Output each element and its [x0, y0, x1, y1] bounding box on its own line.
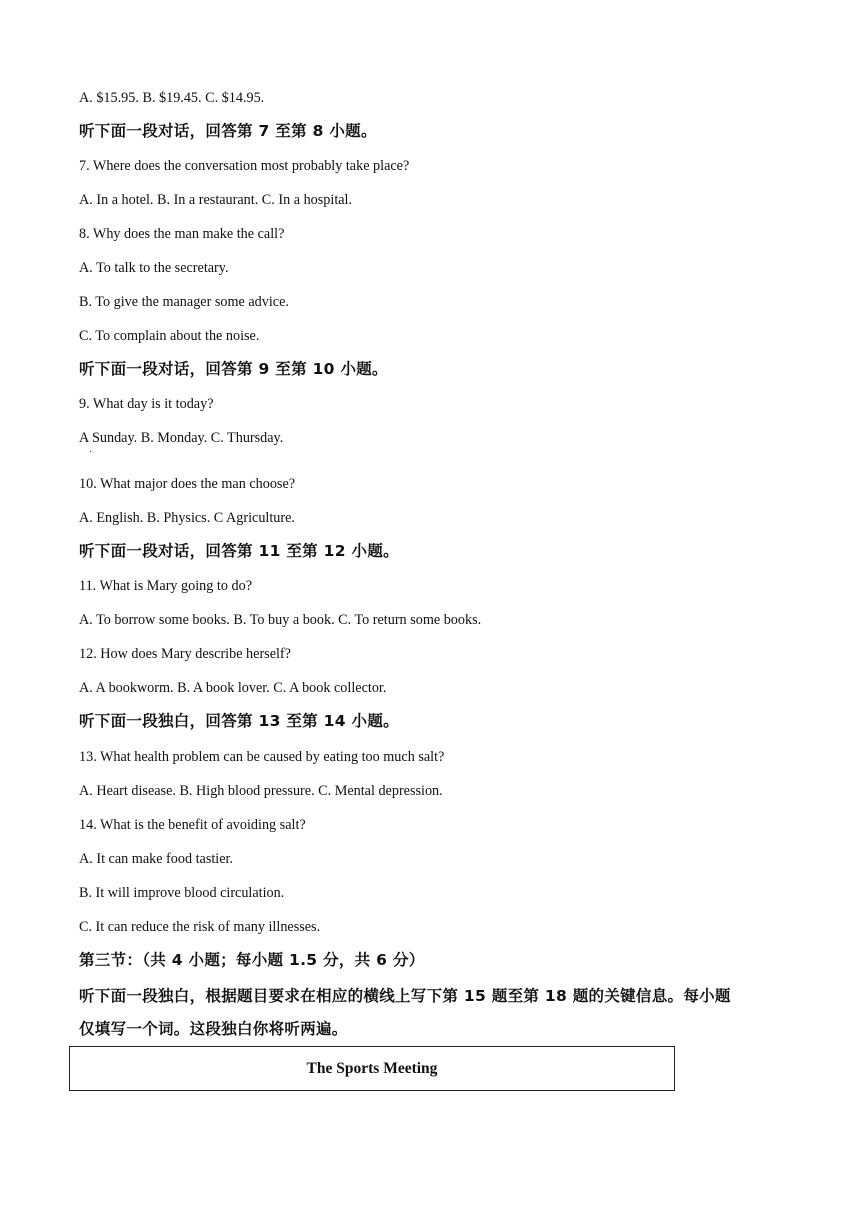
part-three-heading: 第三节：（共 4 小题；每小题 1.5 分，共 6 分） — [79, 951, 425, 969]
sports-meeting-table — [69, 1046, 675, 1091]
q8-option-b: B. To give the manager some advice. — [79, 294, 289, 310]
q10-options: A. English. B. Physics. C Agriculture. — [79, 510, 295, 526]
q14-option-a: A. It can make food tastier. — [79, 851, 234, 867]
question-14: 14. What is the benefit of avoiding salt? — [79, 817, 306, 833]
table-title: The Sports Meeting — [306, 1059, 438, 1077]
question-11: 11. What is Mary going to do? — [79, 578, 252, 594]
question-13: 13. What health problem can be caused by eating too much salt? — [79, 749, 445, 765]
q13-options: A. Heart disease. B. High blood pressure. C. Mental depression. — [79, 783, 443, 799]
question-9: 9. What day is it today? — [79, 396, 214, 412]
q12-options: A. A bookworm. B. A book lover. C. A book collector. — [79, 680, 387, 696]
q14-option-b: B. It will improve blood circulation. — [79, 885, 285, 901]
section-heading-q11-12: 听下面一段对话，回答第 11 至第 12 小题。 — [79, 542, 399, 560]
q8-option-a: A. To talk to the secretary. — [79, 260, 229, 276]
section-heading-q7-8: 听下面一段对话，回答第 7 至第 8 小题。 — [79, 122, 377, 140]
question-12: 12. How does Mary describe herself? — [79, 646, 291, 662]
q14-option-c: C. It can reduce the risk of many illnesses. — [79, 919, 321, 935]
part-three-instruction-line2: 仅填写一个词。这段独白你将听两遍。 — [79, 1020, 348, 1038]
question-7: 7. Where does the conversation most probably take place? — [79, 158, 410, 174]
q8-option-c: C. To complain about the noise. — [79, 328, 260, 344]
q9-options: A Sunday. B. Monday. C. Thursday. — [79, 430, 284, 446]
q6-options: A. $15.95. B. $19.45. C. $14.95. — [79, 90, 265, 106]
question-10: 10. What major does the man choose? — [79, 476, 296, 492]
question-8: 8. Why does the man make the call? — [79, 226, 285, 242]
section-heading-q13-14: 听下面一段独白，回答第 13 至第 14 小题。 — [79, 712, 399, 730]
part-three-instruction-line1: 听下面一段独白，根据题目要求在相应的横线上写下第 15 题至第 18 题的关键信息。每小题 — [79, 987, 731, 1005]
q11-options: A. To borrow some books. B. To buy a book. C. To return some books. — [79, 612, 482, 628]
q7-options: A. In a hotel. B. In a restaurant. C. In a hospital. — [79, 192, 353, 208]
stray-mark: · — [89, 447, 93, 458]
section-heading-q9-10: 听下面一段对话，回答第 9 至第 10 小题。 — [79, 360, 388, 378]
